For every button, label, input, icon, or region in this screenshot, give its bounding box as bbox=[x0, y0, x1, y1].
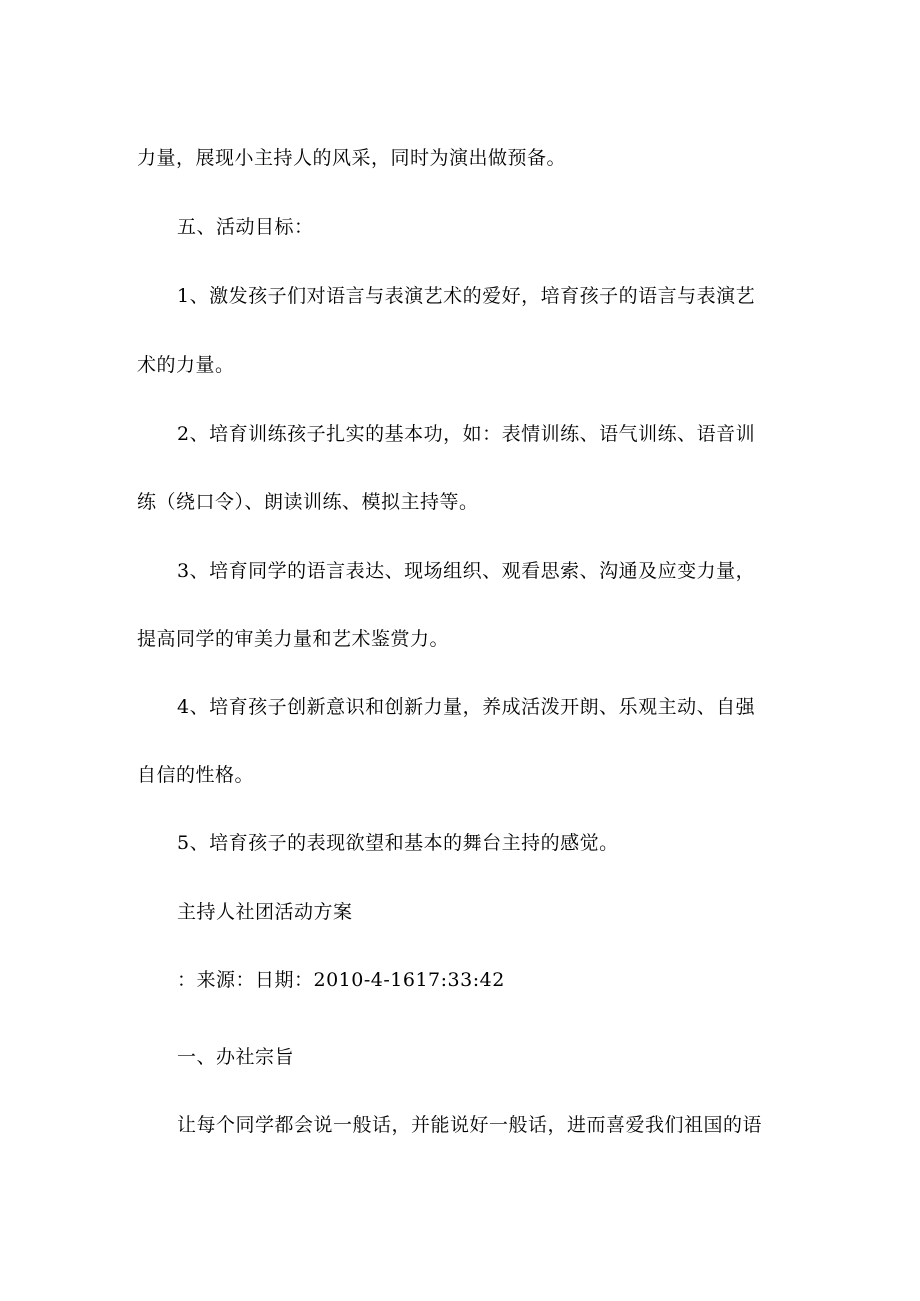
list-item-line: 术的力量。 bbox=[137, 354, 235, 376]
list-item-line: 5、培育孩子的表现欲望和基本的舞台主持的感觉。 bbox=[177, 832, 619, 854]
source-date-line: ：来源：日期：2010-4-1617:33:42 bbox=[177, 969, 505, 991]
list-item-line: 自信的性格。 bbox=[137, 764, 255, 786]
list-item-line: 1、激发孩子们对语言与表演艺术的爱好，培育孩子的语言与表演艺 bbox=[177, 285, 756, 307]
list-item-line: 4、培育孩子创新意识和创新力量，养成活泼开朗、乐观主动、自强 bbox=[177, 696, 756, 718]
paragraph-line: 让每个同学都会说一般话，并能说好一般话，进而喜爱我们祖国的语 bbox=[177, 1114, 763, 1136]
paragraph-line: 力量，展现小主持人的风采，同时为演出做预备。 bbox=[137, 147, 567, 169]
section-heading: 五、活动目标： bbox=[177, 216, 314, 238]
list-item-line: 3、培育同学的语言表达、现场组织、观看思索、沟通及应变力量， bbox=[177, 560, 756, 582]
document-title: 主持人社团活动方案 bbox=[177, 901, 353, 923]
list-item-line: 提高同学的审美力量和艺术鉴赏力。 bbox=[137, 628, 450, 650]
list-item-line: 练（绕口令）、朗读训练、模拟主持等。 bbox=[137, 491, 479, 513]
section-heading: 一、办社宗旨 bbox=[177, 1046, 295, 1068]
list-item-line: 2、培育训练孩子扎实的基本功，如：表情训练、语气训练、语音训 bbox=[177, 423, 756, 445]
